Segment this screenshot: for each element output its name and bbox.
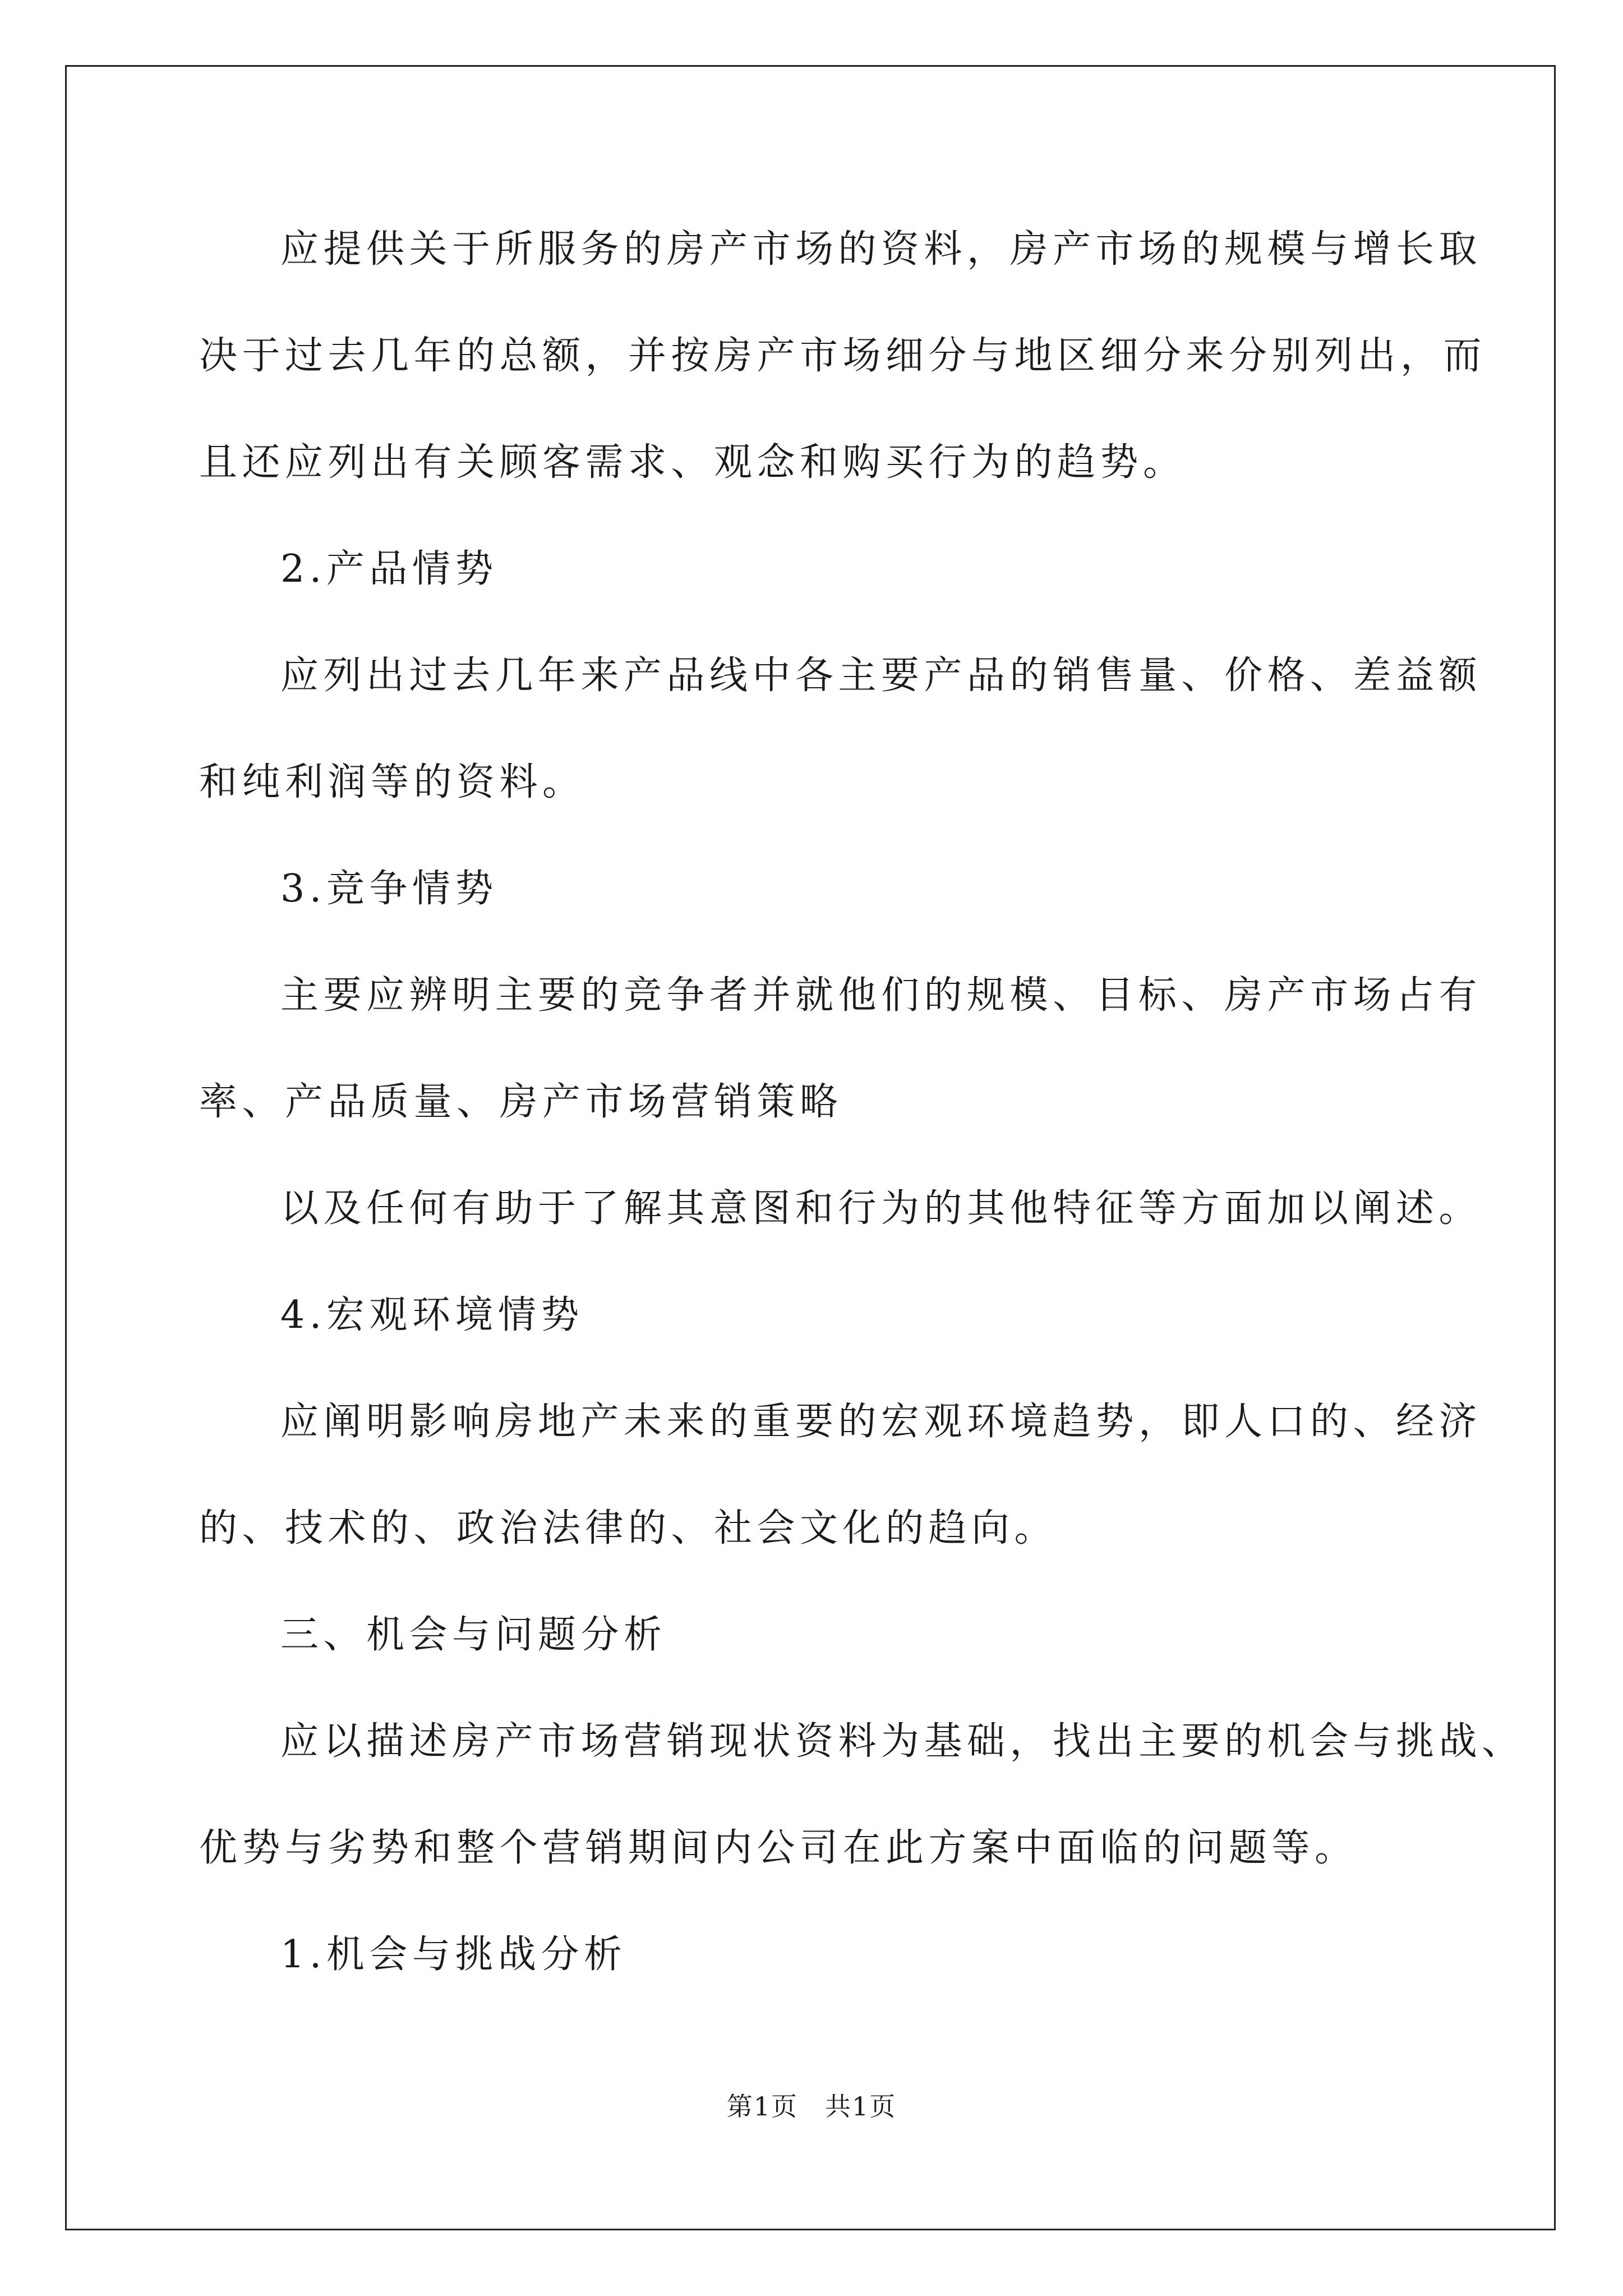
paragraph-line: 的、技术的、政治法律的、社会文化的趋向。 — [199, 1506, 1058, 1550]
paragraph-line: 应阐明影响房地产未来的重要的宏观环境趋势，即人口的、经济 — [280, 1400, 1482, 1444]
paragraph-line: 优势与劣势和整个营销期间内公司在此方案中面临的问题等。 — [199, 1826, 1358, 1870]
paragraph-line: 应列出过去几年来产品线中各主要产品的销售量、价格、差益额 — [280, 654, 1482, 698]
section-heading: 4.宏观环境情势 — [280, 1293, 584, 1337]
paragraph-line: 且还应列出有关顾客需求、观念和购买行为的趋势。 — [199, 440, 1186, 485]
paragraph-line: 应以描述房产市场营销现状资料为基础，找出主要的机会与挑战、 — [280, 1719, 1525, 1764]
paragraph-line: 和纯利润等的资料。 — [199, 760, 585, 804]
section-heading: 2.产品情势 — [280, 547, 498, 591]
section-heading: 1.机会与挑战分析 — [280, 1932, 627, 1977]
paragraph-line: 率、产品质量、房产市场营销策略 — [199, 1080, 843, 1124]
page-footer: 第1页 共1页 — [726, 2091, 897, 2122]
paragraph-line: 以及任何有助于了解其意图和行为的其他特征等方面加以阐述。 — [280, 1186, 1482, 1231]
section-heading: 3.竞争情势 — [280, 867, 498, 911]
section-heading: 三、机会与问题分析 — [280, 1613, 667, 1657]
paragraph-line: 决于过去几年的总额，并按房产市场细分与地区细分来分别列出，而 — [199, 334, 1487, 378]
page-border — [65, 65, 1556, 2230]
paragraph-line: 主要应辨明主要的竞争者并就他们的规模、目标、房产市场占有 — [280, 973, 1482, 1018]
paragraph-line: 应提供关于所服务的房产市场的资料，房产市场的规模与增长取 — [280, 227, 1482, 272]
